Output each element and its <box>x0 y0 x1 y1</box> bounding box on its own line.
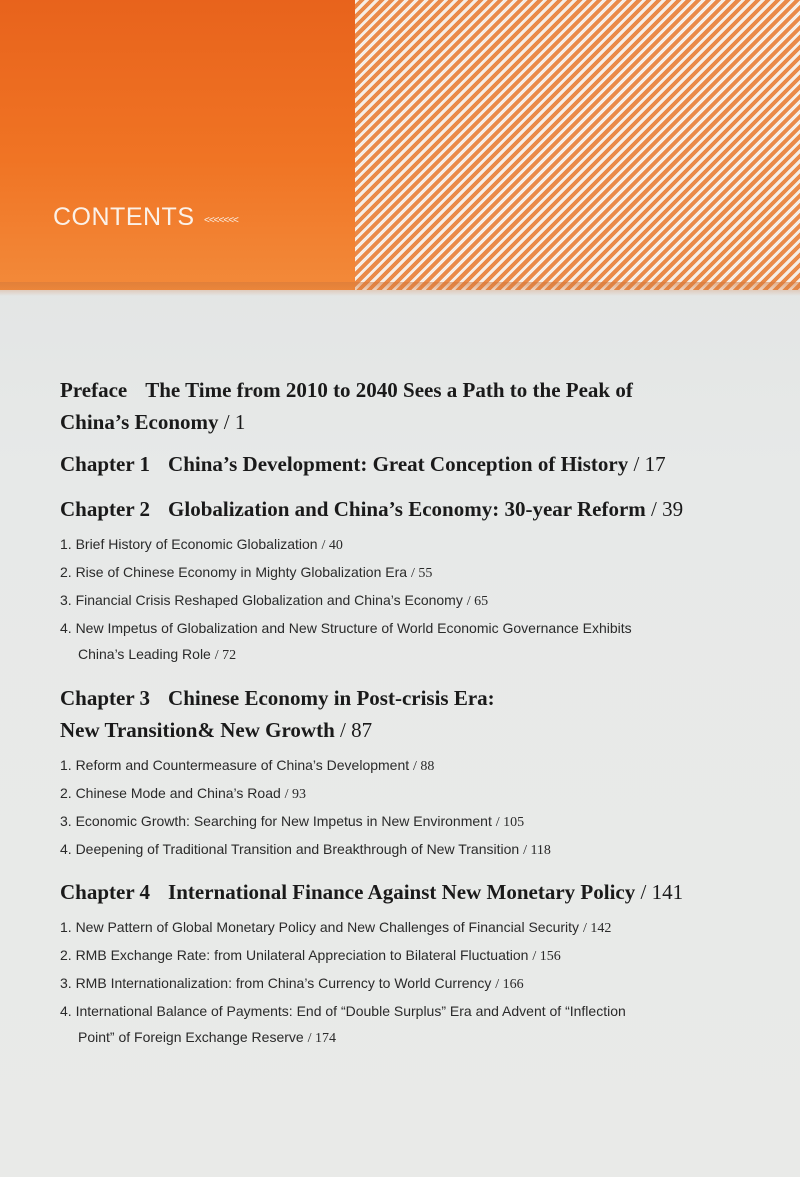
chapter-3-title: Chinese Economy in Post-crisis Era: <box>168 686 495 710</box>
section-2-3-page: / 65 <box>466 594 489 609</box>
orange-block <box>0 0 355 290</box>
chapter-3-sections <box>60 752 740 864</box>
header-shadow <box>0 282 800 296</box>
section-2-4-continuation <box>60 641 740 669</box>
section-4-2[interactable] <box>60 942 740 970</box>
section-3-2-page: / 93 <box>284 787 307 802</box>
chapter-4-title: International Finance Against New Monetary Policy <box>168 880 636 904</box>
section-2-2-page: / 55 <box>410 566 433 581</box>
section-2-4-title: 4. New Impetus of Globalization and New Structure of World Economic Governance Exhibits <box>60 620 632 636</box>
section-3-1-page: / 88 <box>413 759 435 774</box>
chapter-4-label: Chapter 4 <box>60 880 151 904</box>
chapter-2-title: Globalization and China’s Economy: 30-year Reform <box>168 497 646 521</box>
chapter-1-title: China’s Development: Great Conception of History <box>168 452 629 476</box>
section-3-4[interactable] <box>60 836 740 864</box>
section-4-2-page: / 156 <box>532 949 561 964</box>
chapter-1-page: / 17 <box>633 452 666 476</box>
section-2-4[interactable] <box>60 615 740 669</box>
section-4-1-title: 1. New Pattern of Global Monetary Policy and New Challenges of Financial Security <box>60 919 580 935</box>
section-4-4-page: / 174 <box>307 1031 336 1046</box>
preface-page: / 1 <box>223 410 246 434</box>
section-4-1-page: / 142 <box>582 921 612 936</box>
section-3-4-title: 4. Deepening of Traditional Transition and Breakthrough of New Transition <box>60 841 520 857</box>
section-2-4-page: / 72 <box>214 648 237 663</box>
diagonal-hatch-pattern <box>355 0 800 290</box>
table-of-contents <box>60 374 740 1052</box>
toc-chapter-1[interactable] <box>60 448 740 480</box>
chapter-3-label: Chapter 3 <box>60 686 151 710</box>
section-4-4-title-cont: Point” of Foreign Exchange Reserve <box>78 1029 304 1045</box>
chapter-1-heading <box>60 448 740 480</box>
section-2-1[interactable] <box>60 531 740 559</box>
section-4-4-title: 4. International Balance of Payments: End of “Double Surplus” Era and Advent of “Inflection <box>60 1003 626 1019</box>
section-3-1-title: 1. Reform and Countermeasure of China’s Development <box>60 757 410 773</box>
contents-title: CONTENTS <box>53 203 195 231</box>
chapter-4-heading <box>60 876 740 908</box>
chapter-2-page: / 39 <box>651 497 684 521</box>
chapter-4-sections <box>60 914 740 1052</box>
section-3-3-title: 3. Economic Growth: Searching for New Impetus in New Environment <box>60 813 492 829</box>
section-4-4[interactable] <box>60 998 740 1052</box>
section-4-3-title: 3. RMB Internationalization: from China’s Currency to World Currency <box>60 975 492 991</box>
chapter-2-heading <box>60 493 740 525</box>
preface-title-line2: China’s Economy <box>60 410 219 434</box>
toc-preface[interactable] <box>60 374 740 438</box>
preface-heading <box>60 374 740 438</box>
section-3-3-page: / 105 <box>495 815 525 830</box>
chapter-3-heading <box>60 682 740 746</box>
chapter-2-sections <box>60 531 740 669</box>
section-2-2-title: 2. Rise of Chinese Economy in Mighty Globalization Era <box>60 564 408 580</box>
section-4-2-title: 2. RMB Exchange Rate: from Unilateral Appreciation to Bilateral Fluctuation <box>60 947 529 963</box>
section-3-2-title: 2. Chinese Mode and China’s Road <box>60 785 281 801</box>
contents-ornament: <<<<<<< <box>204 215 238 226</box>
section-4-4-continuation <box>60 1024 740 1052</box>
chapter-4-page: / 141 <box>640 880 684 904</box>
preface-label: Preface <box>60 378 128 402</box>
section-2-1-title: 1. Brief History of Economic Globalization <box>60 536 318 552</box>
toc-chapter-4[interactable] <box>60 876 740 1052</box>
section-2-3[interactable] <box>60 587 740 615</box>
toc-chapter-3[interactable] <box>60 682 740 864</box>
chapter-3-title-line2: New Transition& New Growth <box>60 718 335 742</box>
section-4-3-page: / 166 <box>495 977 524 992</box>
section-2-4-title-cont: China’s Leading Role <box>78 646 211 662</box>
section-3-4-page: / 118 <box>523 843 551 858</box>
header-band <box>0 0 800 290</box>
chapter-3-page: / 87 <box>340 718 373 742</box>
chapter-2-label: Chapter 2 <box>60 497 151 521</box>
section-3-2[interactable] <box>60 780 740 808</box>
section-4-3[interactable] <box>60 970 740 998</box>
toc-chapter-2[interactable] <box>60 493 740 669</box>
chapter-1-label: Chapter 1 <box>60 452 151 476</box>
section-2-1-page: / 40 <box>321 538 343 553</box>
section-4-1[interactable] <box>60 914 740 942</box>
section-3-3[interactable] <box>60 808 740 836</box>
preface-title-line1: The Time from 2010 to 2040 Sees a Path to the Peak of <box>145 378 633 402</box>
section-3-1[interactable] <box>60 752 740 780</box>
section-2-2[interactable] <box>60 559 740 587</box>
section-2-3-title: 3. Financial Crisis Reshaped Globalization and China’s Economy <box>60 592 463 608</box>
